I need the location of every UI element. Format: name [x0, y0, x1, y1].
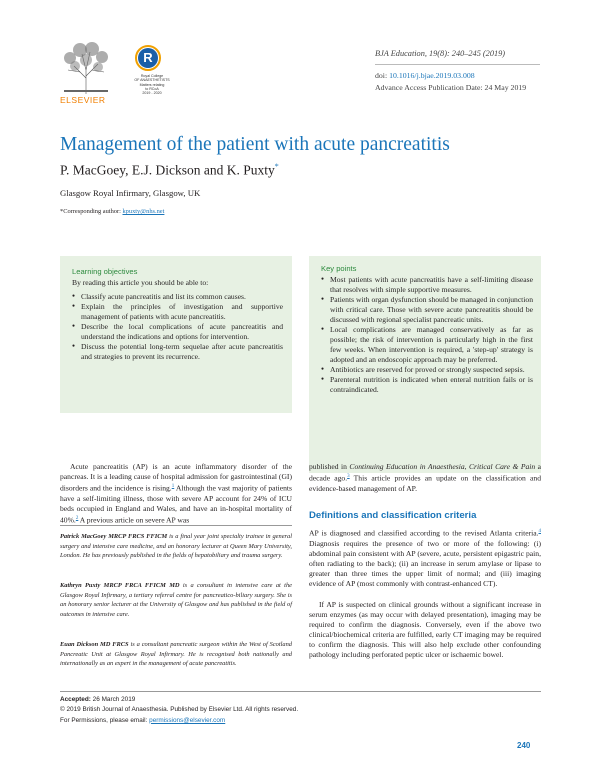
bio-divider — [60, 525, 292, 526]
key-points-box — [309, 256, 541, 473]
publisher-name: ELSEVIER — [60, 95, 106, 105]
rcoa-badge-icon: R — [138, 48, 158, 68]
author-bio: Euan Dickson MD FRCS is a consultant pancreatic surgeon within the West of Scotland Pancreatic Unit at Glasgow Royal Infirmary. He is recognised both nationally and internationally as an expert in the management of acute pancreatitis. — [60, 641, 292, 668]
list-item: ● Antibiotics are reserved for proved or strongly suspected sepsis. — [321, 365, 533, 375]
corresponding-author: *Corresponding author: kpuxty@nhs.net — [60, 208, 165, 215]
intro-continuation: published in Continuing Education in Anaesthesia, Critical Care & Pain a decade ago.$^3$ This article provides an update on the classification and evidence-based management of AP. — [309, 462, 542, 493]
author-bio: Kathryn Puxty MRCP FRCA FFICM MD is a consultant in intensive care at the Glasgow Royal Infirmary, a tertiary referral centre for pancreatico-biliary surgery. She is an honorary senior lecturer at the University of Glasgow and has published in the field of outcomes in intensive care. — [60, 582, 292, 619]
list-item: ● Parenteral nutrition is indicated when enteral nutrition fails or is contraindicated. — [321, 375, 533, 395]
list-item: ● Local complications are managed conservatively as far as possible; the risk of intervention is particularly high in the first few weeks. When intervention is required, a 'step-up' strategy is adopted and an endoscopic approach may be preferred. — [321, 325, 533, 365]
doi-line: doi: 10.1016/j.bjae.2019.03.008 — [375, 71, 475, 80]
list-item: ● Explain the principles of investigation and supportive management of patients with acute pancreatitis. — [72, 302, 283, 322]
list-item: ● Discuss the potential long-term sequelae after acute pancreatitis and strategies to prevent its recurrence. — [72, 342, 283, 362]
list-item: ● Describe the local complications of acute pancreatitis and understand the indications and options for intervention. — [72, 322, 283, 342]
definitions-paragraph-2: If AP is suspected on clinical grounds without a significant increase in serum enzymes (as may occur with delayed presentation), imaging may be required to confirm the diagnosis. Conversely, even if the above two clinical/biochemical criteria are fulfilled, early CT imaging may be required to confirm the diagnosis. This will also help exclude other confounding pathology including perforated peptic ulcer or ischaemic bowel. — [309, 600, 541, 659]
rcoa-badge-text: Royal College OF ANAESTHETISTS Matters relating to RCoA 2019 - 2020 — [134, 74, 170, 96]
permissions: For Permissions, please email: permissions@elsevier.com — [60, 716, 226, 724]
definitions-paragraph-1: AP is diagnosed and classified according to the revised Atlanta criteria.$^4$ Diagnosis requires the presence of two or more of the following: (i) abdominal pain consistent with AP (severe, acute, persistent epigastric pain, often radiating to the back); (ii) an increase in serum amylase or lipase to greater than three times the upper limit of normal; and (iii) imaging evidence of AP (most commonly with contrast-enhanced CT). — [309, 528, 541, 588]
reference-link[interactable]: 3 — [347, 474, 350, 479]
permissions-email-link[interactable]: permissions@elsevier.com — [149, 716, 226, 724]
footer — [60, 695, 298, 726]
publication-date: Advance Access Publication Date: 24 May 2019 — [375, 83, 527, 92]
reference-link[interactable]: 2 — [75, 515, 79, 521]
article-title: Management of the patient with acute pancreatitis — [60, 134, 450, 155]
article-authors: P. MacGoey, E.J. Dickson and K. Puxty* — [60, 162, 279, 178]
accepted-date: Accepted: 26 March 2019 — [60, 696, 136, 703]
list-item: ● Classify acute pancreatitis and list its common causes. — [72, 292, 283, 302]
reference-link[interactable]: 4 — [538, 529, 541, 534]
reference-link[interactable]: 1 — [171, 484, 175, 489]
corresponding-marker: * — [274, 162, 279, 171]
journal-info — [375, 48, 526, 94]
intro-paragraph: Acute pancreatitis (AP) is an acute inflammatory disorder of the pancreas. It is a leading cause of hospital admission for gastrointestinal (GI) disorders and the incidence is rising.$^1$ Although the vast majority of patients have a self-limiting illness, those with severe AP account for 24% of ICU beds occupied in England and Wales, and have an in-hospital mortality of 40%.$^2$ A previous article on severe AP was — [60, 462, 292, 525]
author-bio: Patrick MacGoey MRCP FRCS FFICM is a final year joint specialty trainee in general surgery and intensive care medicine, and an honorary lecturer at Queen Mary University, London. He has previously published in the fields of hepatobiliary and trauma surgery. — [60, 533, 292, 560]
header-divider — [375, 64, 540, 65]
elsevier-tree-icon — [60, 40, 112, 95]
journal-citation: BJA Education, 19(8): 240–245 (2019) — [375, 49, 506, 58]
corresponding-email-link[interactable]: kpuxty@nhs.net — [122, 208, 165, 215]
learning-objectives-heading: Learning objectives — [72, 267, 138, 276]
journal-name: Continuing Education in Anaesthesia, Critical Care & Pain — [349, 462, 536, 471]
copyright: © 2019 British Journal of Anaesthesia. Published by Elsevier Ltd. All rights reserved. — [60, 706, 299, 714]
learning-objectives-intro: By reading this article you should be able to: — [72, 278, 209, 287]
footer-divider — [60, 691, 541, 692]
key-points-list — [321, 275, 533, 395]
list-item: ● Patients with organ dysfunction should be managed in conjunction with critical care. Those with severe acute pancreatitis should be discussed with regional specialist pancreatic units. — [321, 295, 533, 325]
learning-objectives-list — [72, 292, 283, 362]
learning-objectives-box — [60, 256, 292, 413]
affiliation: Glasgow Royal Infirmary, Glasgow, UK — [60, 188, 201, 198]
key-points-heading: Key points — [321, 264, 357, 273]
page-number: 240 — [517, 741, 531, 750]
doi-link[interactable]: 10.1016/j.bjae.2019.03.008 — [389, 71, 475, 80]
list-item: ● Most patients with acute pancreatitis have a self-limiting disease that resolves with simple supportive measures. — [321, 275, 533, 295]
publisher-logo-area — [60, 40, 170, 110]
section-heading-definitions: Definitions and classification criteria — [309, 510, 477, 521]
